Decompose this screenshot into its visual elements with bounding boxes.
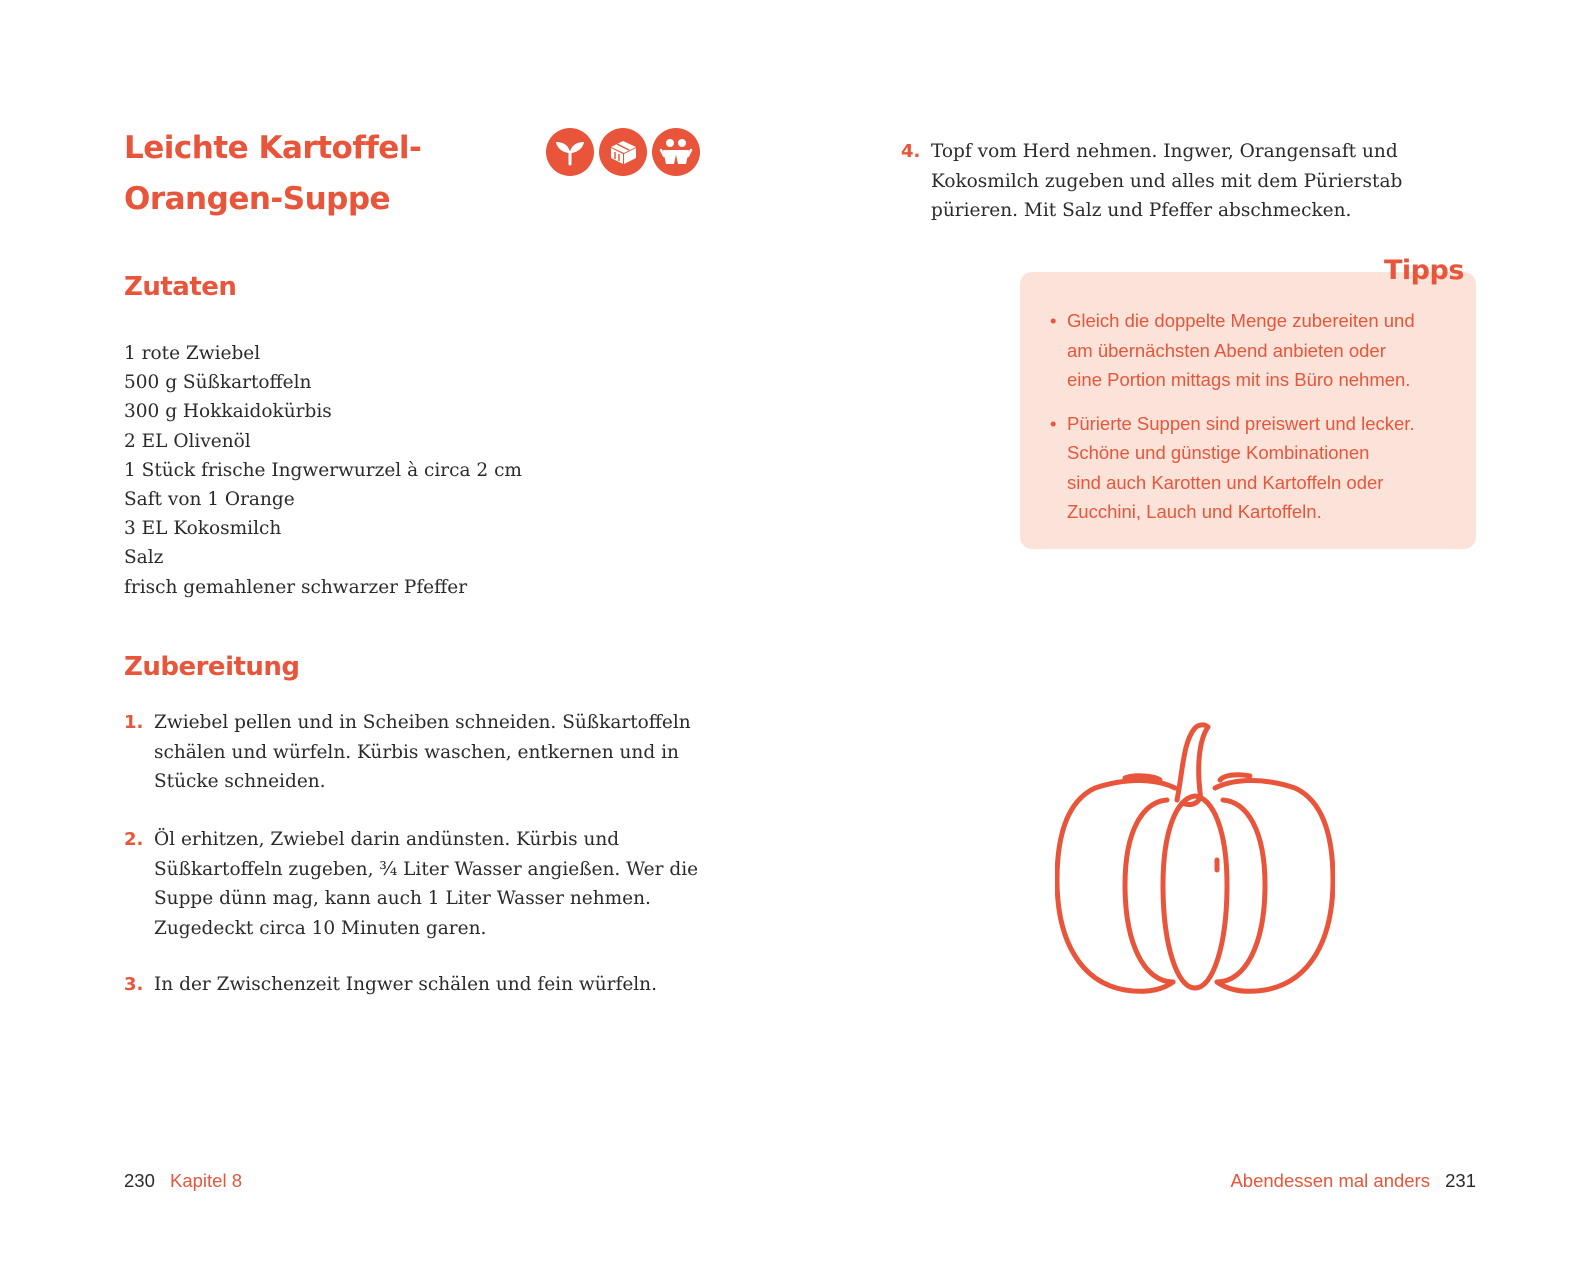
ingredient-item: 300 g Hokkaidokürbis bbox=[124, 401, 332, 423]
step-number: 2. bbox=[124, 829, 144, 850]
tip-line: Pürierte Suppen sind preiswert und lecker. bbox=[1067, 412, 1415, 434]
tip-item bbox=[1050, 409, 1470, 527]
step-line: pürieren. Mit Salz und Pfeffer abschmecken. bbox=[931, 200, 1352, 221]
recipe-title-line1: Leichte Kartoffel- bbox=[124, 130, 422, 166]
preparation-heading: Zubereitung bbox=[124, 652, 300, 682]
ingredient-list bbox=[124, 339, 522, 602]
tip-line: Gleich die doppelte Menge zubereiten und bbox=[1067, 310, 1415, 331]
step-line: Suppe dünn mag, kann auch 1 Liter Wasser nehmen. bbox=[154, 888, 651, 909]
ingredients-heading: Zutaten bbox=[124, 272, 237, 302]
page-number-left: 230 bbox=[124, 1170, 155, 1191]
kids-friendly-icon bbox=[652, 128, 700, 176]
step-line: Öl erhitzen, Zwiebel darin andünsten. Kürbis und bbox=[154, 829, 620, 850]
step-number: 4. bbox=[901, 141, 921, 162]
meal-prep-box-icon bbox=[599, 128, 647, 176]
tip-line: eine Portion mittags mit ins Büro nehmen. bbox=[1067, 369, 1411, 390]
step-number: 1. bbox=[124, 712, 144, 733]
step-line: schälen und würfeln. Kürbis waschen, entkernen und in bbox=[154, 741, 679, 763]
step-line: Zugedeckt circa 10 Minuten garen. bbox=[154, 917, 487, 939]
ingredient-item: 1 rote Zwiebel bbox=[124, 343, 261, 364]
step-number: 3. bbox=[124, 974, 144, 995]
ingredient-item: 1 Stück frische Ingwerwurzel à circa 2 cm bbox=[124, 459, 522, 481]
ingredient-item: Salz bbox=[124, 547, 164, 569]
ingredient-item: 3 EL Kokosmilch bbox=[124, 518, 282, 540]
vegetarian-sprout-icon bbox=[546, 128, 594, 176]
recipe-title-line2: Orangen-Suppe bbox=[124, 181, 391, 217]
step-line: In der Zwischenzeit Ingwer schälen und fein würfeln. bbox=[154, 974, 657, 995]
right-footer bbox=[1180, 1170, 1476, 1192]
left-footer bbox=[124, 1170, 242, 1192]
ingredient-item: 500 g Süßkartoffeln bbox=[124, 372, 312, 394]
tips-list bbox=[1050, 306, 1470, 541]
tip-line: Schöne und günstige Kombinationen bbox=[1067, 442, 1370, 463]
step-line: Süßkartoffeln zugeben, ¾ Liter Wasser angießen. Wer die bbox=[154, 858, 699, 880]
chapter-label: Kapitel 8 bbox=[170, 1170, 243, 1191]
tip-line: Zucchini, Lauch und Kartoffeln. bbox=[1067, 501, 1322, 522]
pumpkin-icon bbox=[1055, 720, 1335, 1010]
tip-item bbox=[1050, 306, 1470, 395]
tips-heading: Tipps bbox=[1384, 255, 1464, 286]
step-line: Topf vom Herd nehmen. Ingwer, Orangensaft und bbox=[931, 141, 1398, 162]
bullet-icon: • bbox=[1050, 412, 1057, 434]
bullet-icon: • bbox=[1050, 310, 1057, 331]
ingredient-item: 2 EL Olivenöl bbox=[124, 430, 251, 452]
page-number-right: 231 bbox=[1445, 1170, 1476, 1191]
tip-line: sind auch Karotten und Kartoffeln oder bbox=[1067, 471, 1384, 493]
recipe-title bbox=[124, 123, 421, 225]
ingredient-item: Saft von 1 Orange bbox=[124, 489, 295, 511]
ingredient-item: frisch gemahlener schwarzer Pfeffer bbox=[124, 576, 468, 598]
step-line: Zwiebel pellen und in Scheiben schneiden. Süßkartoffeln bbox=[154, 712, 691, 733]
step-line: Kokosmilch zugeben und alles mit dem Pürierstab bbox=[931, 170, 1403, 192]
section-label: Abendessen mal anders bbox=[1230, 1170, 1430, 1191]
tip-line: am übernächsten Abend anbieten oder bbox=[1067, 339, 1386, 361]
step-line: Stücke schneiden. bbox=[154, 771, 326, 792]
